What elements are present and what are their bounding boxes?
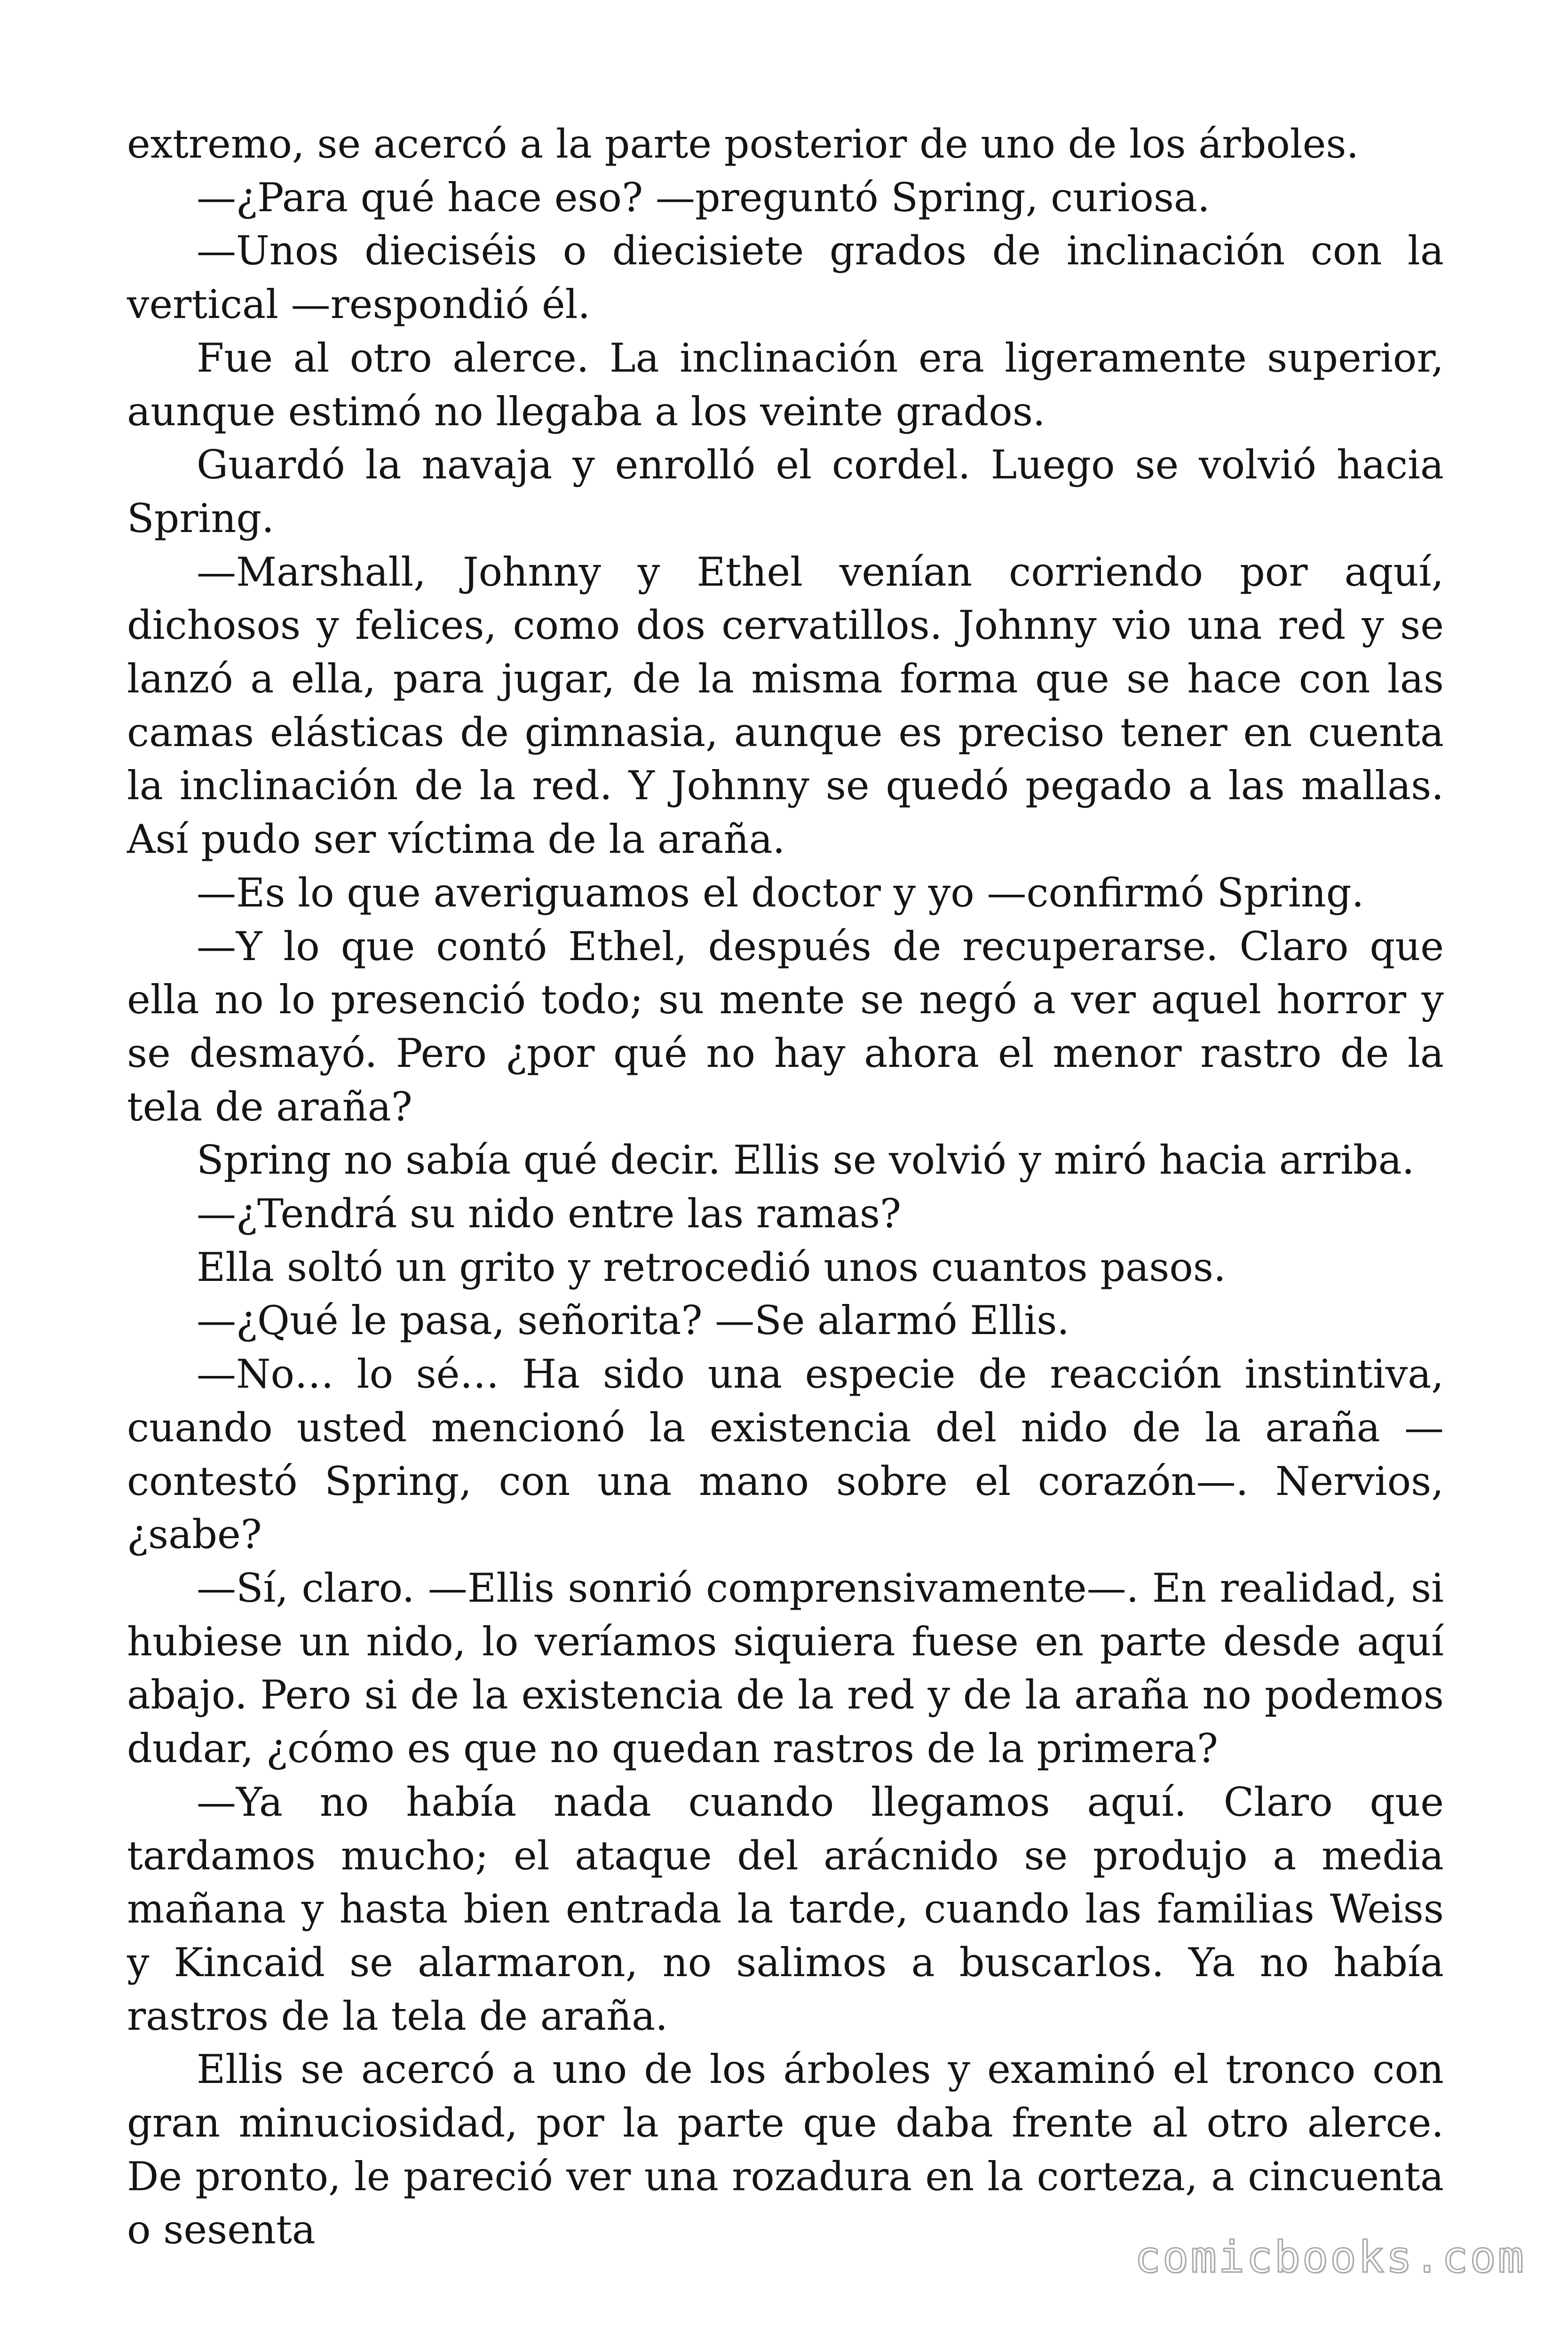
- paragraph: Fue al otro alerce. La inclinación era ligeramente superior, aunque estimó no llegaba a los veinte grados.: [127, 334, 1444, 435]
- watermark: comicbooks.com: [1134, 2232, 1526, 2282]
- body-text: [127, 118, 1444, 2257]
- paragraph-continuation: extremo, se acercó a la parte posterior de uno de los árboles.: [127, 121, 1359, 167]
- paragraph: —Unos dieciséis o diecisiete grados de inclinación con la vertical —respondió él.: [127, 228, 1444, 328]
- paragraph: Spring no sabía qué decir. Ellis se volvió y miró hacia arriba.: [197, 1137, 1415, 1184]
- paragraph: Guardó la navaja y enrolló el cordel. Luego se volvió hacia Spring.: [127, 442, 1444, 541]
- paragraph: —Y lo que contó Ethel, después de recuperarse. Claro que ella no lo presenció todo; su mente se negó a ver aquel horror y se desmayó. Pero ¿por qué no hay ahora el menor rastro de la tela de araña?: [127, 923, 1444, 1130]
- paragraph: Ellis se acercó a uno de los árboles y examinó el tronco con gran minuciosidad, por la parte que daba frente al otro alerce. De pronto, le pareció ver una rozadura en la corteza, a cincuenta o sesenta: [127, 2046, 1444, 2253]
- paragraph: —Marshall, Johnny y Ethel venían corriendo por aquí, dichosos y felices, como dos cervatillos. Johnny vio una red y se lanzó a ella, para jugar, de la misma forma que se hace con las camas elásticas de gimnasia, aunque es preciso tener en cuenta la inclinación de la red. Y Johnny se quedó pegado a las mallas. Así pudo ser víctima de la araña.: [127, 548, 1444, 863]
- paragraph: —¿Tendrá su nido entre las ramas?: [197, 1191, 901, 1237]
- paragraph: Ella soltó un grito y retrocedió unos cuantos pasos.: [197, 1244, 1226, 1290]
- paragraph: —Sí, claro. —Ellis sonrió comprensivamente—. En realidad, si hubiese un nido, lo veríamos siquiera fuese en parte desde aquí abajo. Pero si de la existencia de la red y de la araña no podemos dudar, ¿cómo es que no quedan rastros de la primera?: [127, 1565, 1444, 1772]
- paragraph: —¿Para qué hace eso? —preguntó Spring, curiosa.: [197, 174, 1210, 221]
- paragraph: —¿Qué le pasa, señorita? —Se alarmó Ellis.: [197, 1297, 1069, 1344]
- paragraph: —Ya no había nada cuando llegamos aquí. Claro que tardamos mucho; el ataque del arácnido se produjo a media mañana y hasta bien entrada la tarde, cuando las familias Weiss y Kincaid se alarmaron, no salimos a buscarlos. Ya no había rastros de la tela de araña.: [127, 1779, 1444, 2039]
- paragraph: —Es lo que averiguamos el doctor y yo —confirmó Spring.: [197, 869, 1364, 916]
- paragraph: —No… lo sé… Ha sido una especie de reacción instintiva, cuando usted mencionó la existencia del nido de la araña — contestó Spring, con una mano sobre el corazón—. Nervios, ¿sabe?: [127, 1351, 1444, 1558]
